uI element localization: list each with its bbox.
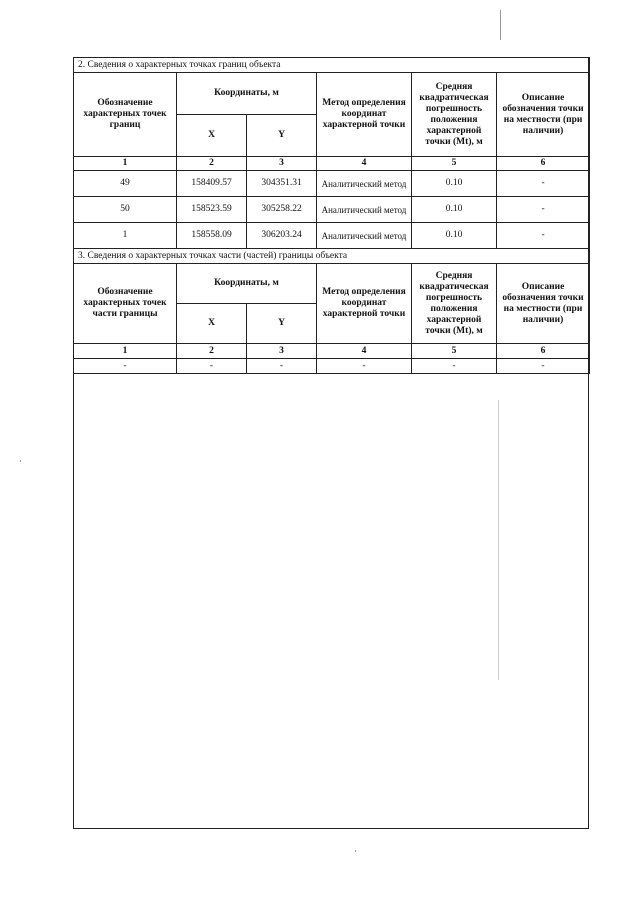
col-number: 3	[247, 157, 317, 171]
point-y: 305258.22	[247, 197, 317, 223]
boundary-part-points-table	[73, 248, 590, 374]
col-number: 4	[317, 157, 412, 171]
point-description: -	[497, 171, 590, 197]
header-error: Средняя квадратическая погрешность положения характерной точки (Mt), м	[412, 264, 497, 344]
point-mt: -	[412, 359, 497, 374]
point-y: 306203.24	[247, 223, 317, 249]
header-designation: Обозначение характерных точек части границы	[74, 264, 177, 344]
header-description: Описание обозначения точки на местности (при наличии)	[497, 73, 590, 157]
point-mt: 0.10	[412, 171, 497, 197]
point-method: Аналитический метод	[317, 223, 412, 249]
point-x: 158523.59	[177, 197, 247, 223]
point-mt: 0.10	[412, 223, 497, 249]
point-y: -	[247, 359, 317, 374]
point-method: -	[317, 359, 412, 374]
col-number: 3	[247, 344, 317, 359]
scan-artifact	[355, 850, 356, 852]
table-row	[74, 197, 590, 223]
point-description: -	[497, 359, 590, 374]
point-x: 158558.09	[177, 223, 247, 249]
header-method: Метод определения координат характерной точки	[317, 73, 412, 157]
point-id: 1	[74, 223, 177, 249]
col-number: 1	[74, 157, 177, 171]
col-number: 2	[177, 344, 247, 359]
col-number: 1	[74, 344, 177, 359]
point-id: -	[74, 359, 177, 374]
header-x: X	[177, 304, 247, 344]
point-id: 50	[74, 197, 177, 223]
point-mt: 0.10	[412, 197, 497, 223]
section-2-title: 2. Сведения о характерных точках границ объекта	[74, 58, 590, 73]
point-x: -	[177, 359, 247, 374]
col-number: 5	[412, 157, 497, 171]
col-number: 5	[412, 344, 497, 359]
point-description: -	[497, 223, 590, 249]
point-method: Аналитический метод	[317, 171, 412, 197]
header-error: Средняя квадратическая погрешность положения характерной точки (Mt), м	[412, 73, 497, 157]
point-y: 304351.31	[247, 171, 317, 197]
point-method: Аналитический метод	[317, 197, 412, 223]
header-method: Метод определения координат характерной точки	[317, 264, 412, 344]
point-x: 158409.57	[177, 171, 247, 197]
header-coordinates: Координаты, м	[177, 264, 317, 304]
scan-artifact	[498, 400, 499, 680]
col-number: 2	[177, 157, 247, 171]
col-number: 4	[317, 344, 412, 359]
col-number: 6	[497, 157, 590, 171]
section-3-title: 3. Сведения о характерных точках части (частей) границы объекта	[74, 249, 590, 264]
table-row	[74, 223, 590, 249]
table-row	[74, 359, 590, 374]
scan-artifact	[500, 10, 501, 40]
scan-artifact	[20, 460, 21, 462]
header-y: Y	[247, 304, 317, 344]
col-number: 6	[497, 344, 590, 359]
header-description: Описание обозначения точки на местности (при наличии)	[497, 264, 590, 344]
point-description: -	[497, 197, 590, 223]
boundary-points-table	[73, 57, 590, 249]
header-designation: Обозначение характерных точек границ	[74, 73, 177, 157]
table-row	[74, 171, 590, 197]
point-id: 49	[74, 171, 177, 197]
header-y: Y	[247, 115, 317, 157]
header-coordinates: Координаты, м	[177, 73, 317, 115]
header-x: X	[177, 115, 247, 157]
